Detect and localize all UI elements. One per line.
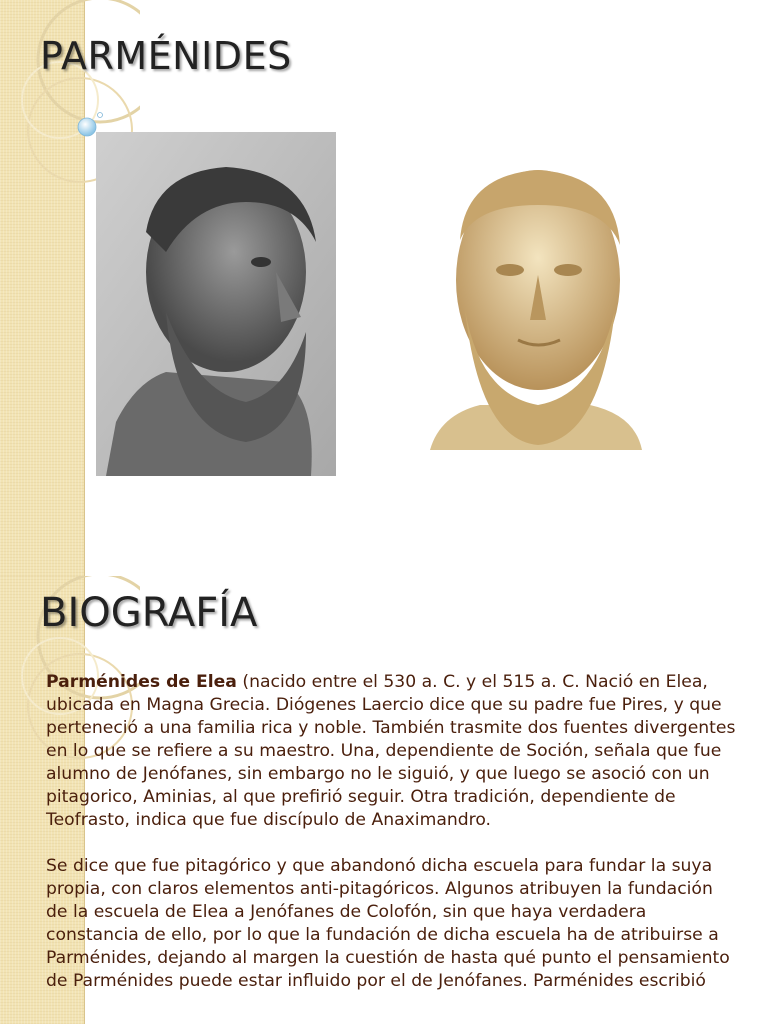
biography-paragraph-1 (46, 671, 736, 832)
section-title: BIOGRAFÍA (40, 590, 258, 636)
slide-biografia (0, 576, 768, 1024)
portrait-bust-marble (420, 150, 652, 454)
biography-text (46, 671, 736, 1016)
biography-paragraph-2: Se dice que fue pitagórico y que abandonó dicha escuela para fundar la suya propia, con claros elementos anti-pitagóricos. Algunos atribuyen la fundación de la escuela de Elea a Jenófanes de Colofón, sin que haya verdadera constancia de ello, por lo que la fundación de dicha escuela ha de atribuirse a Parménides, dejando al margen la cuestión de hasta qué punto el pensamiento de Parménides puede estar influido por el de Jenófanes. Parménides escribió (46, 856, 730, 991)
portrait-bust-grayscale (96, 132, 336, 476)
page-title: PARMÉNIDES (40, 34, 292, 78)
subject-name: Parménides de Elea (46, 672, 237, 692)
paragraph-1-body: (nacido entre el 530 a. C. y el 515 a. C. Nació en Elea, ubicada en Magna Grecia. Diógenes Laercio dice que su padre fue Pires, y que perteneció a una familia rica y noble. También trasmite dos fuentes divergentes en lo que se refiere a su maestro. Una, dependiente de Soción, señala que fue alumno de Jenófanes, sin embargo no le siguió, y que luego se asoció con un pitagorico, Aminias, al que prefirió seguir. Otra tradición, dependiente de Teofrasto, indica que fue discípulo de Anaximandro. (46, 672, 736, 830)
